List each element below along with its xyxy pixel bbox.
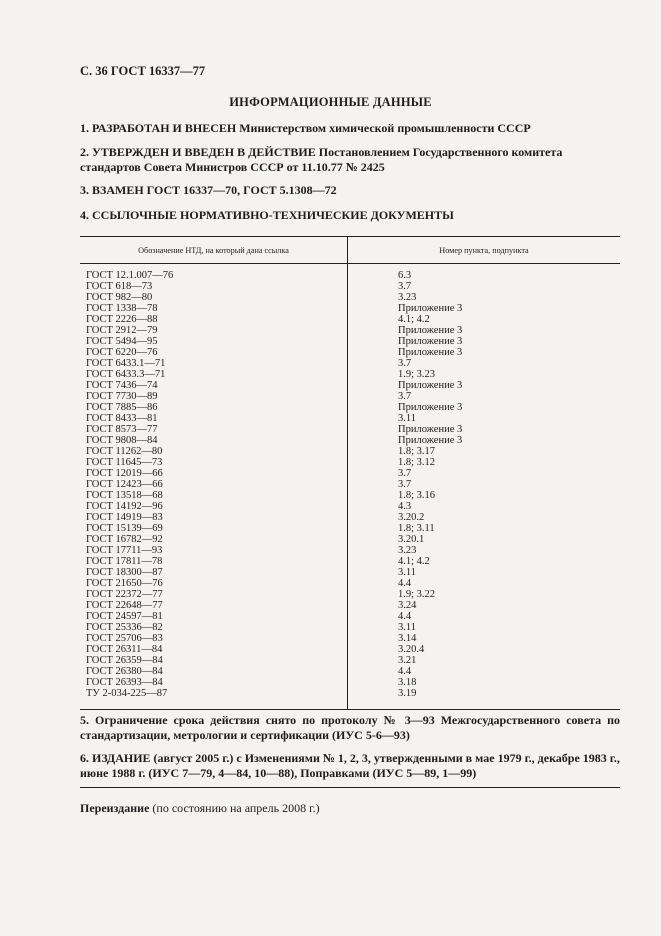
table-row: [80, 600, 620, 611]
cell-designation: ГОСТ 21650—76: [80, 578, 348, 589]
cell-clause: 1.9; 3.22: [398, 589, 436, 600]
table-row: [80, 633, 620, 644]
cell-clause: Приложение 3: [398, 424, 463, 435]
table-row: [80, 336, 620, 347]
cell-clause: 3.18: [398, 677, 417, 688]
table-row: [80, 264, 620, 282]
table-row: [80, 611, 620, 622]
cell-clause: 3.23: [398, 292, 417, 303]
column-header-designation: Обозначение НТД, на который дана ссылка: [80, 237, 348, 264]
cell-designation: ГОСТ 16782—92: [80, 534, 348, 545]
cell-designation: ГОСТ 17711—93: [80, 545, 348, 556]
cell-designation: ГОСТ 26380—84: [80, 666, 348, 677]
item-text: Постановлением Государственного комитета стандартов Совета Министров СССР от 11.10.77 № 2425: [80, 145, 563, 174]
table-row: [80, 413, 620, 424]
cell-clause: 3.20.1: [398, 534, 425, 545]
table-row: [80, 578, 620, 589]
table-row: [80, 688, 620, 710]
table-row: [80, 666, 620, 677]
item-heading: ВЗАМЕН ГОСТ 16337—70, ГОСТ 5.1308—72: [92, 183, 337, 197]
footer-divider: [80, 787, 620, 788]
reference-documents-table: [80, 236, 620, 710]
item-6: [80, 751, 620, 781]
cell-designation: ГОСТ 982—80: [80, 292, 348, 303]
table-row: [80, 292, 620, 303]
cell-clause: Приложение 3: [398, 380, 463, 391]
cell-clause: 1.8; 3.17: [398, 446, 436, 457]
cell-clause: 3.7: [398, 468, 412, 479]
item-heading: ИЗДАНИЕ: [92, 751, 151, 765]
cell-designation: ГОСТ 11262—80: [80, 446, 348, 457]
table-row: [80, 567, 620, 578]
cell-designation: ГОСТ 12423—66: [80, 479, 348, 490]
cell-clause: Приложение 3: [398, 402, 463, 413]
cell-clause: 3.11: [398, 622, 416, 633]
table-row: [80, 644, 620, 655]
item-4: [80, 208, 620, 223]
reissue-note: [80, 801, 320, 816]
cell-clause: 1.9; 3.23: [398, 369, 436, 380]
cell-clause: 1.8; 3.12: [398, 457, 436, 468]
cell-clause: 4.3: [398, 501, 412, 512]
cell-designation: ГОСТ 25336—82: [80, 622, 348, 633]
item-heading: РАЗРАБОТАН И ВНЕСЕН: [92, 121, 237, 135]
cell-designation: ГОСТ 6220—76: [80, 347, 348, 358]
reissue-label: Переиздание: [80, 801, 150, 815]
item-text: (август 2005 г.) с Изменениями № 1, 2, 3, утвержденными в мае 1979 г., декабре 1983 г., июне 1988 г. (ИУС 7—79, 4—84, 10—88), Поправками (ИУС 5—89, 1—99): [80, 751, 620, 780]
cell-designation: ГОСТ 12019—66: [80, 468, 348, 479]
table-row: [80, 446, 620, 457]
cell-clause: 3.19: [348, 688, 621, 710]
table-row: [80, 358, 620, 369]
item-number: 4.: [80, 208, 89, 222]
cell-clause: 1.8; 3.11: [398, 523, 435, 534]
table-row: [80, 380, 620, 391]
cell-clause: Приложение 3: [398, 336, 463, 347]
cell-designation: ГОСТ 26359—84: [80, 655, 348, 666]
cell-designation: ГОСТ 18300—87: [80, 567, 348, 578]
cell-designation: ГОСТ 7730—89: [80, 391, 348, 402]
cell-designation: ГОСТ 6433.1—71: [80, 358, 348, 369]
cell-clause: 3.11: [398, 567, 416, 578]
cell-designation: ГОСТ 6433.3—71: [80, 369, 348, 380]
item-heading: УТВЕРЖДЕН И ВВЕДЕН В ДЕЙСТВИЕ: [92, 145, 316, 159]
table-row: [80, 479, 620, 490]
cell-clause: 6.3: [398, 270, 412, 281]
table-row: [80, 303, 620, 314]
item-1: [80, 121, 620, 136]
table-row: [80, 325, 620, 336]
cell-clause: 3.11: [398, 413, 416, 424]
table-row: [80, 281, 620, 292]
cell-designation: ГОСТ 22648—77: [80, 600, 348, 611]
cell-clause: 4.4: [398, 611, 412, 622]
table-row: [80, 622, 620, 633]
item-5: [80, 713, 620, 743]
cell-designation: ГОСТ 26393—84: [80, 677, 348, 688]
table-row: [80, 490, 620, 501]
reissue-text: (по состоянию на апрель 2008 г.): [152, 801, 320, 815]
table-row: [80, 677, 620, 688]
cell-clause: Приложение 3: [398, 325, 463, 336]
cell-designation: ГОСТ 5494—95: [80, 336, 348, 347]
cell-designation: ГОСТ 9808—84: [80, 435, 348, 446]
table-row: [80, 424, 620, 435]
item-number: 2.: [80, 145, 89, 159]
cell-clause: Приложение 3: [398, 303, 463, 314]
table-row: [80, 512, 620, 523]
cell-designation: ГОСТ 7885—86: [80, 402, 348, 413]
cell-designation: ГОСТ 24597—81: [80, 611, 348, 622]
cell-clause: 3.23: [398, 545, 417, 556]
table-body: [80, 264, 620, 710]
cell-clause: 4.1; 4.2: [398, 314, 430, 325]
item-2: [80, 145, 620, 175]
table-row: [80, 402, 620, 413]
cell-clause: 1.8; 3.16: [398, 490, 436, 501]
cell-designation: ГОСТ 7436—74: [80, 380, 348, 391]
table-header-row: [80, 237, 620, 264]
cell-designation: ГОСТ 13518—68: [80, 490, 348, 501]
table-row: [80, 314, 620, 325]
cell-clause: 3.20.2: [398, 512, 425, 523]
cell-designation: ГОСТ 12.1.007—76: [80, 264, 348, 282]
table-row: [80, 435, 620, 446]
table-row: [80, 589, 620, 600]
section-title: ИНФОРМАЦИОННЫЕ ДАННЫЕ: [229, 95, 432, 109]
item-number: 3.: [80, 183, 89, 197]
table-row: [80, 347, 620, 358]
table-row: [80, 468, 620, 479]
cell-clause: 3.7: [398, 281, 412, 292]
cell-designation: ГОСТ 1338—78: [80, 303, 348, 314]
column-header-clause: Номер пункта, подпункта: [348, 237, 621, 264]
table-row: [80, 545, 620, 556]
cell-clause: 4.4: [398, 578, 412, 589]
cell-designation: ГОСТ 2912—79: [80, 325, 348, 336]
table-row: [80, 457, 620, 468]
cell-clause: 3.7: [398, 358, 412, 369]
cell-designation: ГОСТ 15139—69: [80, 523, 348, 534]
item-text: Министерством химической промышленности СССР: [239, 121, 531, 135]
cell-clause: Приложение 3: [398, 435, 463, 446]
cell-designation: ГОСТ 14192—96: [80, 501, 348, 512]
item-number: 1.: [80, 121, 89, 135]
item-heading: ССЫЛОЧНЫЕ НОРМАТИВНО-ТЕХНИЧЕСКИЕ ДОКУМЕНТЫ: [92, 208, 454, 222]
table-row: [80, 501, 620, 512]
cell-clause: 4.1; 4.2: [398, 556, 430, 567]
cell-designation: ГОСТ 26311—84: [80, 644, 348, 655]
table-row: [80, 534, 620, 545]
item-3: [80, 183, 620, 198]
cell-designation: ГОСТ 14919—83: [80, 512, 348, 523]
cell-clause: 3.7: [398, 391, 412, 402]
cell-clause: 3.20.4: [398, 644, 425, 655]
table-row: [80, 523, 620, 534]
item-number: 6.: [80, 751, 89, 765]
page-header: С. 36 ГОСТ 16337—77: [80, 64, 206, 78]
cell-designation: ГОСТ 8433—81: [80, 413, 348, 424]
item-text: Ограничение срока действия снято по протоколу № 3—93 Межгосударственного совета по стандартизации, метрологии и сертификации (ИУС 5-6—93): [80, 713, 621, 742]
cell-designation: ГОСТ 618—73: [80, 281, 348, 292]
cell-designation: ГОСТ 2226—88: [80, 314, 348, 325]
table-row: [80, 655, 620, 666]
cell-clause: 3.14: [398, 633, 417, 644]
cell-designation: ГОСТ 8573—77: [80, 424, 348, 435]
cell-designation: ТУ 2-034-225—87: [80, 688, 348, 710]
table-row: [80, 556, 620, 567]
cell-designation: ГОСТ 22372—77: [80, 589, 348, 600]
cell-clause: 3.7: [398, 479, 412, 490]
table-row: [80, 369, 620, 380]
cell-designation: ГОСТ 11645—73: [80, 457, 348, 468]
cell-clause: 4.4: [398, 666, 412, 677]
cell-clause: 3.24: [398, 600, 417, 611]
item-number: 5.: [80, 713, 89, 727]
cell-designation: ГОСТ 17811—78: [80, 556, 348, 567]
cell-clause: Приложение 3: [398, 347, 463, 358]
cell-designation: ГОСТ 25706—83: [80, 633, 348, 644]
table-row: [80, 391, 620, 402]
cell-clause: 3.21: [398, 655, 417, 666]
